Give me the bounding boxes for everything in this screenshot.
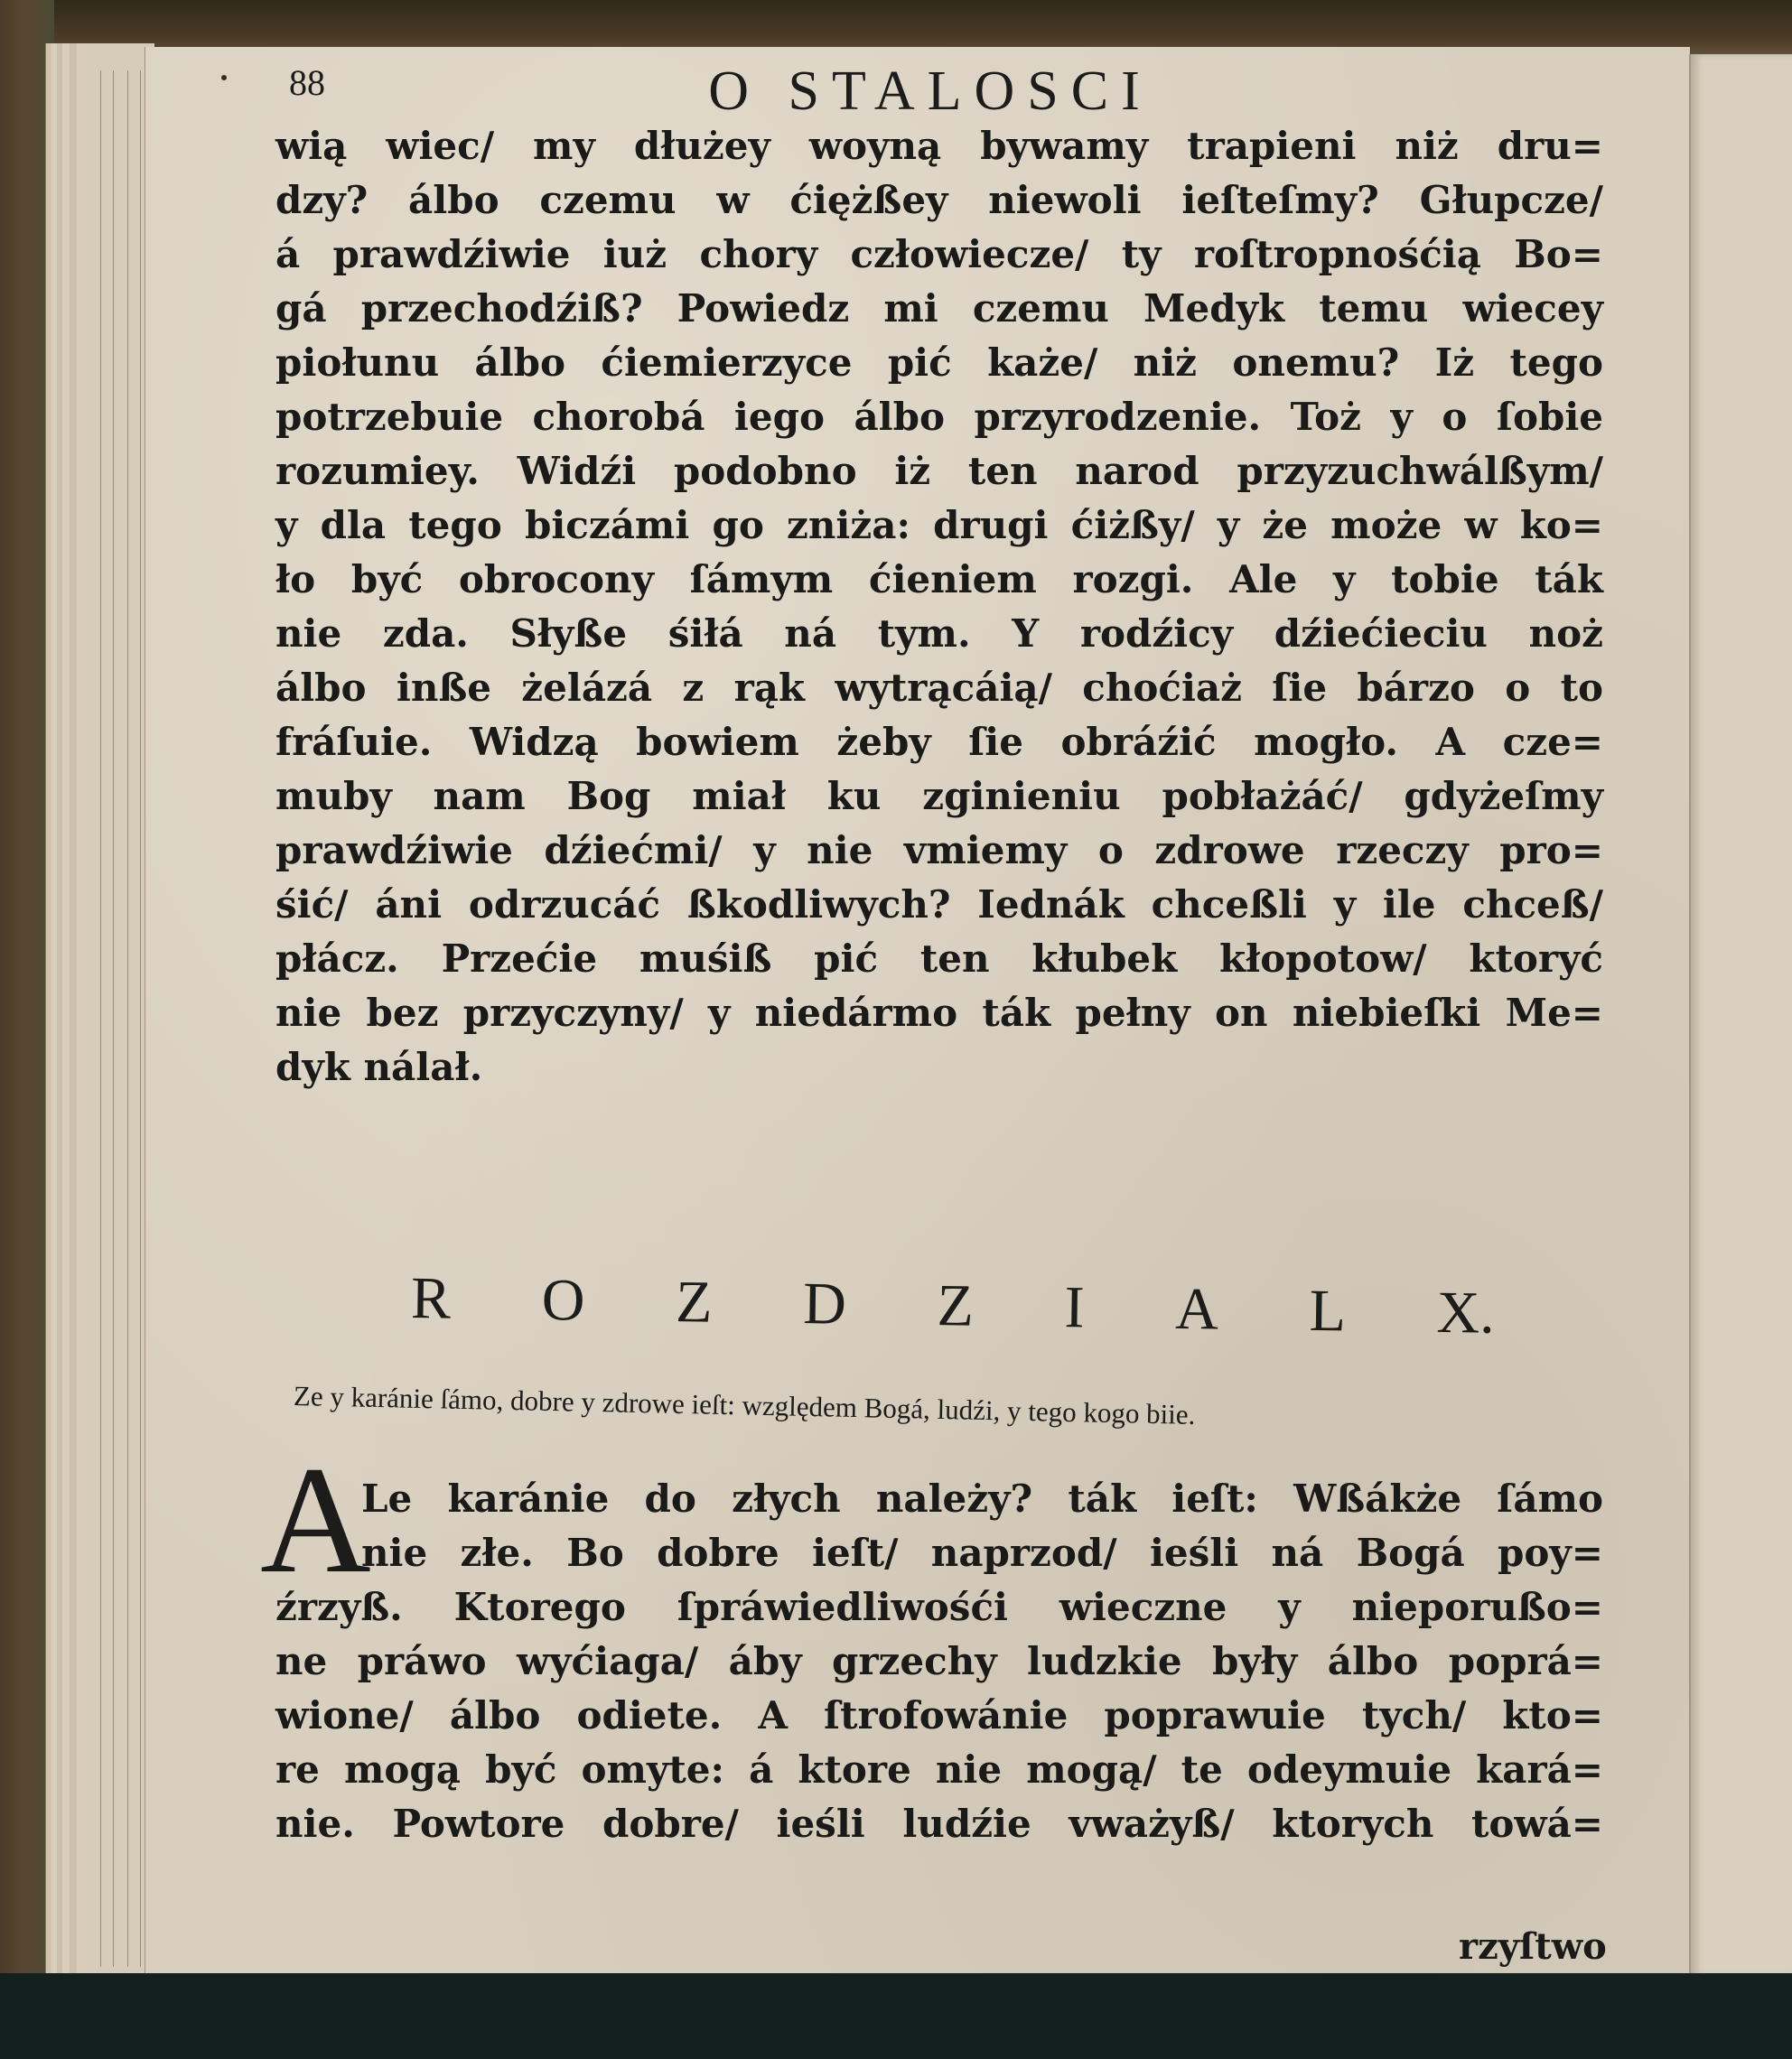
right-page-edge [1689,54,1792,1978]
text-line: źrzyß. Ktorego ſpráwiedliwośći wieczne y nieporußo= [275,1585,1603,1629]
text-line: muby nam Bog miał ku zginieniu pobłażáć/ gdyżeſmy [275,774,1603,818]
text-line: ło być obrocony ſámym ćieniem rozgi. Ale y tobie ták [275,557,1603,601]
ink-spot [221,75,227,80]
page-stack-edge [45,43,154,1985]
book-binding-bottom [0,1973,1792,2059]
text-line: dzy? álbo czemu w ćiężßey niewoli ieſteſmy? Głupcze/ [275,178,1603,222]
chapter-heading-letter: O [541,1267,585,1334]
text-line: ne práwo wyćiaga/ áby grzechy ludzkie były álbo poprá= [275,1639,1603,1683]
drop-cap-initial: A [260,1435,371,1605]
text-line: álbo inße żelázá z rąk wytrącáią/ choćiaż ſie bárzo o to [275,666,1603,710]
text-line: wione/ álbo odiete. A ſtrofowánie poprawuie tych/ kto= [275,1693,1603,1738]
text-line: á prawdźiwie iuż chory człowiecze/ ty roſtropnośćią Bo= [275,232,1603,276]
text-line: prawdźiwie dźiećmi/ y nie vmiemy o zdrowe rzeczy pro= [275,828,1603,872]
text-line: nie złe. Bo dobre ieſt/ naprzod/ ieśli ná Bogá poy= [361,1531,1603,1575]
text-line: płácz. Przećie muśiß pić ten kłubek kłopotow/ ktoryć [275,936,1603,981]
chapter-heading-letter: Z [675,1269,713,1336]
text-line: rozumiey. Widźi podobno iż ten narod przyzuchwálßym/ [275,449,1603,493]
catchword: rzyſtwo [1459,1925,1607,1968]
chapter-heading-letter: D [802,1271,847,1337]
text-line: piołunu álbo ćiemierzyce pić każe/ niż onemu? Iż tego [275,340,1603,385]
chapter-heading-letter: A [1174,1275,1219,1343]
text-line: dyk nálał. [275,1045,483,1089]
chapter-subtitle: Ze y karánie ſámo, dobre y zdrowe ieſt: względem Bogá, ludźi, y tego kogo biie. [293,1380,1196,1430]
text-line: nie zda. Słyße śiłá ná tym. Y rodźicy dźiećieciu noż [275,611,1603,656]
text-line: śić/ áni odrzucáć ßkodliwych? Iednák chceßli y ile chceß/ [275,882,1603,927]
text-line: re mogą być omyte: á ktore nie mogą/ te odeymuie kará= [275,1747,1603,1792]
text-line: y dla tego biczámi go zniża: drugi ćiżßy/ y że może w ko= [275,503,1603,547]
text-block-1 [275,119,1603,1095]
chapter-heading-letter: I [1064,1274,1086,1341]
text-line: nie. Powtore dobre/ ieśli ludźie vważyß/ ktorych towá= [275,1802,1603,1846]
text-line: nie bez przyczyny/ y niedármo ták pełny on niebieſki Me= [275,991,1603,1035]
text-line: gá przechodźiß? Powiedz mi czemu Medyk temu wiecey [275,286,1603,331]
text-block-2 [275,1472,1603,1851]
text-line: fráſuie. Widzą bowiem żeby ſie obráźić mogło. A cze= [275,720,1603,764]
chapter-heading-letter: X. [1436,1279,1496,1346]
text-line: potrzebuie chorobá iego álbo przyrodzenie. Toż y o ſobie [275,395,1603,439]
chapter-heading-letter: Z [937,1272,975,1339]
chapter-heading-letter: R [410,1265,452,1332]
chapter-heading-letter: L [1309,1277,1347,1345]
text-line: wią wiec/ my dłużey woyną bywamy trapieni niż dru= [275,124,1603,168]
page-number: 88 [289,62,325,103]
text-line: Le karánie do złych należy? ták ieſt: Wßákże ſámo [361,1477,1603,1521]
running-head: O STALOSCI [708,61,1153,122]
